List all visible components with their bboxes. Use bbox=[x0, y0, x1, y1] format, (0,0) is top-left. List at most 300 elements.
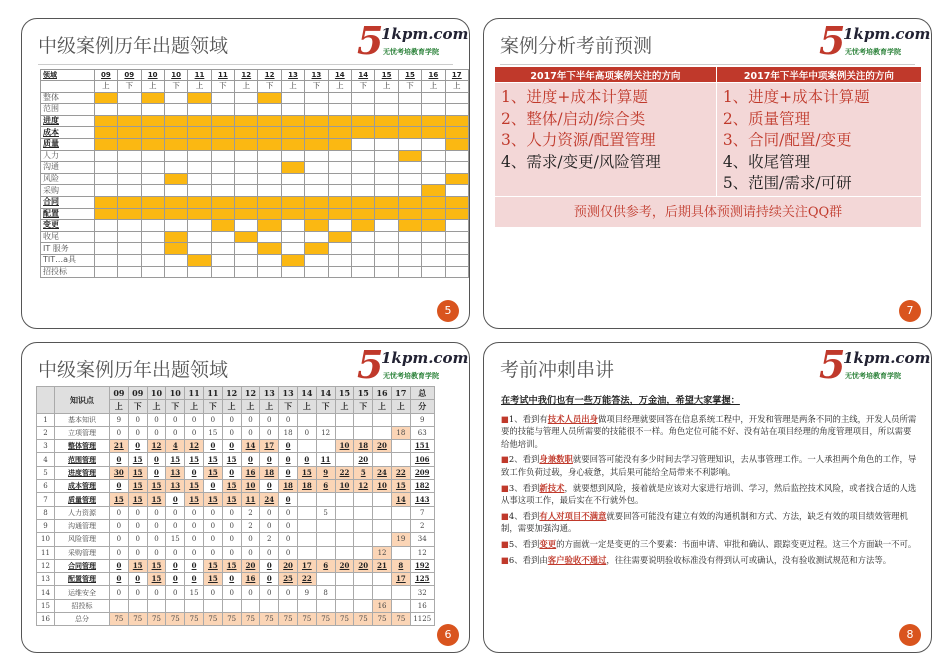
direction-item: 4、需求/变更/风险管理 bbox=[501, 152, 661, 171]
score-cell: 0 bbox=[185, 559, 204, 572]
half-cell: 上 bbox=[235, 81, 258, 93]
score-cell bbox=[316, 533, 335, 546]
grid-cell bbox=[94, 220, 117, 232]
grid-cell-active bbox=[164, 231, 187, 243]
score-cell bbox=[260, 599, 279, 612]
score-cell: 0 bbox=[147, 413, 166, 426]
grid-cell bbox=[375, 231, 398, 243]
score-cell: 0 bbox=[260, 559, 279, 572]
score-cell: 17 bbox=[297, 559, 316, 572]
row-total: 192 bbox=[410, 559, 434, 572]
row-total: 7 bbox=[410, 506, 434, 519]
grid-cell bbox=[375, 254, 398, 266]
grid-cell-active bbox=[235, 127, 258, 139]
grid-cell-active bbox=[164, 115, 187, 127]
score-cell: 0 bbox=[166, 426, 185, 439]
score-cell bbox=[391, 599, 410, 612]
grid-cell-active bbox=[164, 208, 187, 220]
slide-prediction[interactable] bbox=[483, 18, 932, 329]
score-cell bbox=[373, 413, 392, 426]
grid-cell-active bbox=[445, 173, 468, 185]
grid-cell bbox=[375, 243, 398, 255]
grid-cell bbox=[94, 150, 117, 162]
grid-row bbox=[41, 92, 469, 104]
grid-cell bbox=[281, 150, 304, 162]
domain-label: 风险 bbox=[41, 173, 95, 185]
grid-cell-active bbox=[235, 138, 258, 150]
grid-cell bbox=[375, 92, 398, 104]
grid-cell-active bbox=[258, 243, 281, 255]
score-cell: 0 bbox=[147, 506, 166, 519]
score-table bbox=[36, 386, 435, 626]
grid-cell-active bbox=[398, 220, 421, 232]
score-cell bbox=[316, 546, 335, 559]
grid-cell bbox=[188, 185, 211, 197]
half-cell: 下 bbox=[354, 400, 373, 413]
grid-cell bbox=[118, 92, 141, 104]
score-cell: 0 bbox=[241, 413, 260, 426]
score-cell: 0 bbox=[166, 573, 185, 586]
score-cell: 0 bbox=[297, 453, 316, 466]
score-cell bbox=[335, 519, 354, 532]
tip-keyword: 身兼数职 bbox=[539, 454, 573, 465]
grid-cell-active bbox=[328, 208, 351, 220]
score-cell bbox=[297, 546, 316, 559]
score-cell: 0 bbox=[279, 413, 298, 426]
direction-item: 3、合同/配置/变更 bbox=[722, 131, 852, 149]
grid-cell bbox=[164, 254, 187, 266]
score-cell: 14 bbox=[391, 493, 410, 506]
score-cell bbox=[391, 506, 410, 519]
prediction-table bbox=[494, 66, 922, 228]
score-cell: 8 bbox=[391, 559, 410, 572]
grid-cell bbox=[258, 173, 281, 185]
score-cell: 15 bbox=[147, 480, 166, 493]
tip-keyword: 客户验收不通过 bbox=[547, 554, 607, 565]
grid-cell bbox=[305, 231, 328, 243]
tip-text: 做项目经理就要回答在信息系统工程中，开发和管理是两条不同的主线，开发人员所需要的技能与管理人员所需要的技能很不一样。角色定位可能不好、没有站在项目经理的角度管理项目，所以需要给他培训。 bbox=[501, 413, 917, 449]
score-cell: 0 bbox=[222, 440, 241, 453]
half-cell: 下 bbox=[258, 81, 281, 93]
half-cell: 下 bbox=[164, 81, 187, 93]
tip-text: ，就要想到风险，接着就是应该对大家进行培训、学习，然后监控技术风险，或者找合适的人选从事这项工作，最后实在不行就外包。 bbox=[501, 482, 917, 506]
score-cell: 15 bbox=[147, 573, 166, 586]
grid-cell bbox=[352, 138, 375, 150]
score-cell: 15 bbox=[147, 493, 166, 506]
score-cell bbox=[335, 506, 354, 519]
year-cell: 12 bbox=[258, 70, 281, 81]
grid-header-blank bbox=[41, 81, 95, 93]
bullet-icon: ■ bbox=[501, 454, 509, 465]
score-cell bbox=[354, 506, 373, 519]
grid-cell bbox=[328, 185, 351, 197]
grid-cell bbox=[164, 266, 187, 278]
score-cell bbox=[166, 599, 185, 612]
grid-cell bbox=[235, 185, 258, 197]
grid-cell bbox=[375, 150, 398, 162]
grid-cell bbox=[211, 254, 234, 266]
score-cell: 16 bbox=[241, 466, 260, 479]
grid-cell-active bbox=[445, 196, 468, 208]
logo: 5 1kpm.com 无忧考培教育学院 bbox=[357, 18, 469, 63]
tip-text: 2、看到 bbox=[508, 454, 540, 465]
grid-cell-active bbox=[164, 173, 187, 185]
index-header bbox=[37, 387, 55, 414]
score-cell: 0 bbox=[241, 586, 260, 599]
domain-label: 范围 bbox=[41, 104, 95, 116]
direction-item: 1、进度+成本计算题 bbox=[722, 88, 870, 106]
tip-item bbox=[501, 413, 919, 451]
grid-row bbox=[41, 220, 469, 232]
direction-item: 4、收尾管理 bbox=[722, 152, 811, 171]
score-cell: 18 bbox=[297, 480, 316, 493]
row-index: 11 bbox=[37, 546, 55, 559]
grid-cell-active bbox=[258, 115, 281, 127]
total-header-top: 总 bbox=[410, 387, 434, 400]
grid-cell bbox=[258, 104, 281, 116]
score-cell: 0 bbox=[222, 466, 241, 479]
score-cell bbox=[110, 599, 129, 612]
score-cell: 0 bbox=[203, 519, 222, 532]
score-cell: 2 bbox=[260, 533, 279, 546]
grid-row bbox=[41, 115, 469, 127]
score-cell: 15 bbox=[166, 453, 185, 466]
grid-row bbox=[41, 185, 469, 197]
score-cell bbox=[335, 426, 354, 439]
score-cell: 0 bbox=[110, 586, 129, 599]
domain-label: 进度 bbox=[41, 115, 95, 127]
score-cell: 4 bbox=[166, 440, 185, 453]
grid-cell bbox=[258, 150, 281, 162]
domain-label: 质量 bbox=[41, 138, 95, 150]
score-cell: 15 bbox=[147, 559, 166, 572]
grid-cell-active bbox=[305, 208, 328, 220]
bullet-icon: ■ bbox=[501, 413, 509, 424]
knowledge-name: 进度管理 bbox=[55, 466, 110, 479]
page-number: 5 bbox=[437, 300, 459, 322]
tip-text: 6、看到由 bbox=[508, 554, 548, 565]
logo: 5 1kpm.com 无忧考培教育学院 bbox=[819, 18, 931, 63]
domain-label: 采购 bbox=[41, 185, 95, 197]
grid-cell bbox=[281, 266, 304, 278]
total-header-bottom: 分 bbox=[410, 400, 434, 413]
table-row bbox=[37, 480, 435, 493]
grid-cell-active bbox=[94, 92, 117, 104]
grid-cell-active bbox=[211, 196, 234, 208]
score-cell: 0 bbox=[279, 546, 298, 559]
half-cell: 下 bbox=[166, 400, 185, 413]
grid-cell bbox=[305, 266, 328, 278]
score-cell: 20 bbox=[279, 559, 298, 572]
grid-cell-active bbox=[141, 92, 164, 104]
score-cell: 0 bbox=[260, 453, 279, 466]
year-cell: 10 bbox=[141, 70, 164, 81]
grid-cell-active bbox=[398, 208, 421, 220]
grid-cell bbox=[118, 185, 141, 197]
grid-cell bbox=[398, 104, 421, 116]
year-cell: 12 bbox=[241, 387, 260, 400]
score-cell: 0 bbox=[241, 453, 260, 466]
direction-item: 2、质量管理 bbox=[722, 109, 811, 128]
page-number: 7 bbox=[899, 300, 921, 322]
year-cell: 11 bbox=[211, 70, 234, 81]
grid-cell bbox=[235, 104, 258, 116]
score-cell: 30 bbox=[110, 466, 129, 479]
grid-cell bbox=[422, 173, 445, 185]
grid-cell bbox=[94, 104, 117, 116]
year-cell: 13 bbox=[305, 70, 328, 81]
year-cell: 10 bbox=[147, 387, 166, 400]
grid-cell bbox=[398, 173, 421, 185]
knowledge-name: 基本知识 bbox=[55, 413, 110, 426]
half-cell: 上 bbox=[335, 400, 354, 413]
grid-row bbox=[41, 173, 469, 185]
score-cell: 11 bbox=[241, 493, 260, 506]
score-cell: 15 bbox=[128, 466, 147, 479]
knowledge-name: 立项管理 bbox=[55, 426, 110, 439]
score-cell: 15 bbox=[222, 480, 241, 493]
grid-cell-active bbox=[258, 127, 281, 139]
grid-header-label: 领域 bbox=[41, 70, 95, 81]
table-row bbox=[37, 573, 435, 586]
tip-keyword: 新技术 bbox=[539, 482, 565, 493]
score-cell: 20 bbox=[354, 453, 373, 466]
score-cell: 0 bbox=[166, 506, 185, 519]
half-cell: 下 bbox=[398, 81, 421, 93]
grid-cell bbox=[141, 150, 164, 162]
grid-cell-active bbox=[164, 243, 187, 255]
row-index: 10 bbox=[37, 533, 55, 546]
score-cell bbox=[147, 599, 166, 612]
score-cell: 12 bbox=[373, 546, 392, 559]
grid-cell-active bbox=[375, 208, 398, 220]
score-cell: 9 bbox=[297, 586, 316, 599]
grid-cell bbox=[445, 104, 468, 116]
score-cell: 14 bbox=[241, 440, 260, 453]
grid-cell bbox=[375, 162, 398, 174]
score-cell: 15 bbox=[185, 586, 204, 599]
score-cell: 0 bbox=[279, 466, 298, 479]
score-cell: 15 bbox=[110, 493, 129, 506]
slide-sprint-review[interactable] bbox=[483, 342, 932, 653]
year-cell: 16 bbox=[373, 387, 392, 400]
score-cell: 75 bbox=[335, 613, 354, 626]
grid-cell-active bbox=[352, 196, 375, 208]
half-cell: 上 bbox=[147, 400, 166, 413]
grid-cell-active bbox=[422, 196, 445, 208]
grid-cell bbox=[281, 173, 304, 185]
score-cell bbox=[373, 493, 392, 506]
grid-cell-active bbox=[305, 127, 328, 139]
year-cell: 10 bbox=[164, 70, 187, 81]
grid-cell bbox=[398, 266, 421, 278]
half-cell: 上 bbox=[260, 400, 279, 413]
score-cell: 17 bbox=[391, 573, 410, 586]
score-cell: 22 bbox=[391, 466, 410, 479]
grid-cell bbox=[141, 254, 164, 266]
row-total: 1125 bbox=[410, 613, 434, 626]
grid-cell bbox=[305, 92, 328, 104]
score-cell: 0 bbox=[128, 413, 147, 426]
grid-cell-active bbox=[235, 196, 258, 208]
table-row bbox=[37, 533, 435, 546]
grid-cell-active bbox=[94, 115, 117, 127]
tip-text: 就要回答可能没有建立有效的沟通机制和方式、方法，缺乏有效的项目绩效管理机制，需要加强沟通。 bbox=[501, 510, 908, 534]
grid-cell bbox=[141, 173, 164, 185]
knowledge-name: 配置管理 bbox=[55, 573, 110, 586]
grid-cell bbox=[375, 104, 398, 116]
grid-cell bbox=[398, 138, 421, 150]
half-cell: 下 bbox=[203, 400, 222, 413]
grid-cell-active bbox=[305, 243, 328, 255]
half-cell: 上 bbox=[141, 81, 164, 93]
row-index: 14 bbox=[37, 586, 55, 599]
score-cell: 0 bbox=[147, 426, 166, 439]
score-cell bbox=[316, 440, 335, 453]
grid-cell-active bbox=[398, 150, 421, 162]
grid-row bbox=[41, 196, 469, 208]
score-cell: 21 bbox=[373, 559, 392, 572]
knowledge-name: 质量管理 bbox=[55, 493, 110, 506]
score-cell: 0 bbox=[222, 546, 241, 559]
score-cell: 0 bbox=[203, 586, 222, 599]
score-cell: 0 bbox=[203, 413, 222, 426]
grid-cell bbox=[211, 243, 234, 255]
grid-cell bbox=[281, 185, 304, 197]
score-cell bbox=[297, 493, 316, 506]
grid-cell bbox=[188, 243, 211, 255]
grid-cell bbox=[281, 243, 304, 255]
grid-cell bbox=[445, 231, 468, 243]
score-cell: 0 bbox=[260, 413, 279, 426]
grid-row bbox=[41, 127, 469, 139]
score-cell: 13 bbox=[166, 466, 185, 479]
half-cell: 下 bbox=[352, 81, 375, 93]
score-cell bbox=[297, 440, 316, 453]
half-cell: 上 bbox=[185, 400, 204, 413]
grid-cell-active bbox=[422, 220, 445, 232]
grid-cell bbox=[94, 162, 117, 174]
grid-cell bbox=[258, 162, 281, 174]
score-cell: 0 bbox=[128, 586, 147, 599]
row-index: 1 bbox=[37, 413, 55, 426]
grid-cell bbox=[235, 266, 258, 278]
grid-cell bbox=[141, 104, 164, 116]
score-cell: 0 bbox=[241, 546, 260, 559]
grid-cell bbox=[375, 220, 398, 232]
grid-cell bbox=[422, 104, 445, 116]
score-cell: 0 bbox=[128, 519, 147, 532]
score-cell: 0 bbox=[241, 426, 260, 439]
grid-cell bbox=[164, 185, 187, 197]
year-cell: 14 bbox=[297, 387, 316, 400]
score-cell: 15 bbox=[166, 533, 185, 546]
score-cell bbox=[185, 599, 204, 612]
year-cell: 12 bbox=[235, 70, 258, 81]
grid-cell bbox=[235, 243, 258, 255]
grid-cell bbox=[141, 231, 164, 243]
score-cell bbox=[297, 519, 316, 532]
grid-cell-active bbox=[141, 208, 164, 220]
score-cell: 24 bbox=[260, 493, 279, 506]
score-cell bbox=[391, 546, 410, 559]
slide-domain-grid[interactable] bbox=[21, 18, 470, 329]
score-cell: 0 bbox=[222, 533, 241, 546]
year-cell: 15 bbox=[354, 387, 373, 400]
grid-cell bbox=[211, 92, 234, 104]
score-cell: 0 bbox=[222, 413, 241, 426]
knowledge-name: 沟通管理 bbox=[55, 519, 110, 532]
grid-cell bbox=[164, 92, 187, 104]
grid-cell-active bbox=[375, 196, 398, 208]
half-cell: 上 bbox=[391, 400, 410, 413]
tip-text: 3、看到 bbox=[508, 482, 540, 493]
score-cell bbox=[316, 573, 335, 586]
half-cell: 下 bbox=[211, 81, 234, 93]
score-cell bbox=[373, 533, 392, 546]
grid-cell-active bbox=[398, 196, 421, 208]
grid-cell bbox=[281, 92, 304, 104]
grid-row bbox=[41, 254, 469, 266]
grid-cell-active bbox=[141, 196, 164, 208]
score-cell bbox=[316, 599, 335, 612]
grid-cell-active bbox=[445, 115, 468, 127]
grid-cell bbox=[305, 254, 328, 266]
grid-cell bbox=[328, 243, 351, 255]
score-cell: 0 bbox=[279, 586, 298, 599]
row-index: 15 bbox=[37, 599, 55, 612]
row-total: 182 bbox=[410, 480, 434, 493]
grid-cell-active bbox=[281, 127, 304, 139]
grid-cell-active bbox=[164, 138, 187, 150]
score-cell bbox=[335, 413, 354, 426]
bullet-icon: ■ bbox=[501, 510, 509, 521]
slide-score-table[interactable] bbox=[21, 342, 470, 653]
year-cell: 09 bbox=[118, 70, 141, 81]
score-cell: 18 bbox=[260, 466, 279, 479]
year-cell: 14 bbox=[316, 387, 335, 400]
grid-cell-active bbox=[188, 196, 211, 208]
grid-cell bbox=[398, 185, 421, 197]
half-cell: 下 bbox=[316, 400, 335, 413]
score-cell: 5 bbox=[316, 506, 335, 519]
score-cell bbox=[335, 493, 354, 506]
grid-cell bbox=[352, 254, 375, 266]
table-row bbox=[37, 546, 435, 559]
grid-cell bbox=[352, 150, 375, 162]
score-cell bbox=[279, 599, 298, 612]
grid-cell bbox=[375, 138, 398, 150]
score-cell bbox=[354, 599, 373, 612]
table-row bbox=[37, 413, 435, 426]
grid-cell bbox=[118, 266, 141, 278]
score-cell: 0 bbox=[147, 546, 166, 559]
half-cell: 下 bbox=[118, 81, 141, 93]
score-cell: 0 bbox=[222, 426, 241, 439]
grid-cell-active bbox=[141, 138, 164, 150]
grid-cell bbox=[211, 173, 234, 185]
score-cell: 20 bbox=[335, 559, 354, 572]
domain-label: 成本 bbox=[41, 127, 95, 139]
grid-cell bbox=[94, 185, 117, 197]
score-cell: 0 bbox=[260, 519, 279, 532]
table-row bbox=[37, 440, 435, 453]
score-cell: 22 bbox=[335, 466, 354, 479]
intermediate-directions bbox=[716, 83, 921, 197]
score-cell bbox=[297, 506, 316, 519]
domain-label: 合同 bbox=[41, 196, 95, 208]
score-cell: 0 bbox=[260, 480, 279, 493]
